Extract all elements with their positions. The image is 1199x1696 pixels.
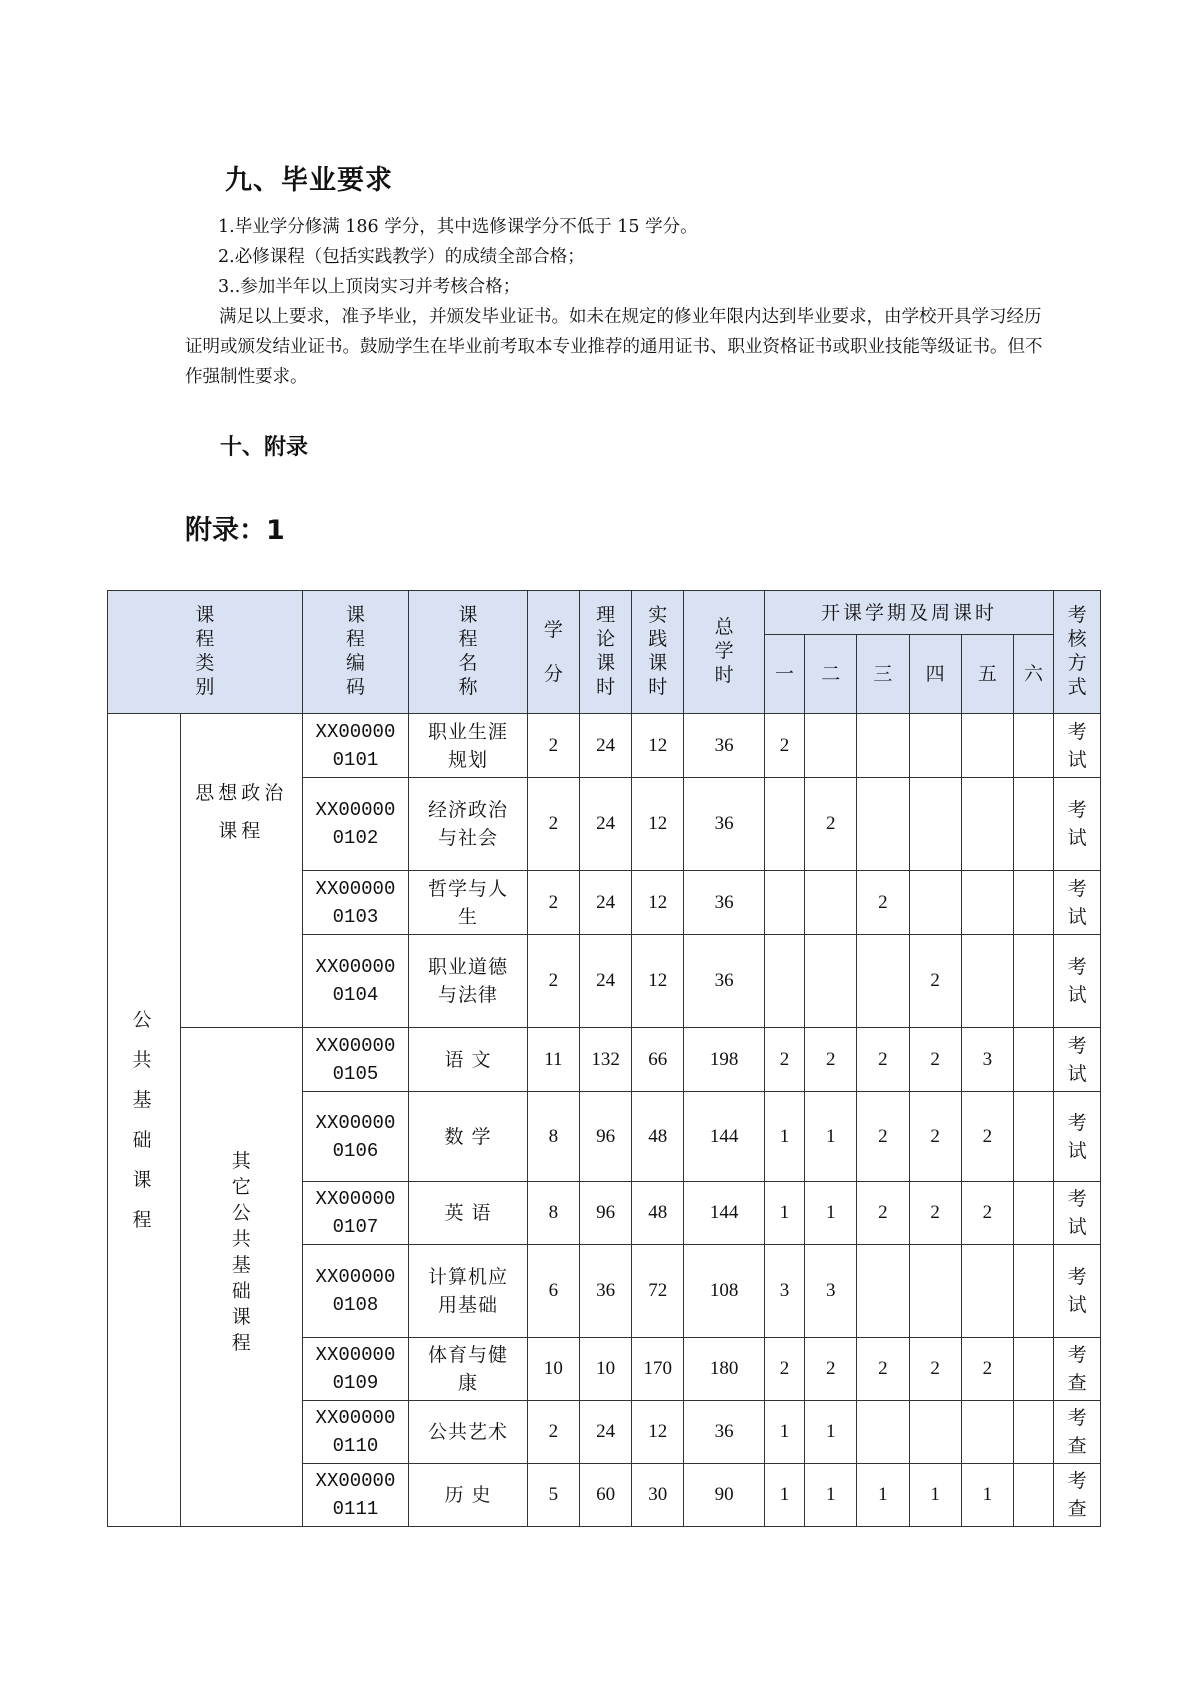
semester-hours-3	[857, 714, 909, 778]
course-name: 公共艺术	[409, 1401, 528, 1464]
semester-hours-4: 2	[909, 1028, 961, 1092]
header-semester-5: 五	[961, 635, 1013, 714]
semester-hours-2: 2	[805, 1028, 857, 1092]
course-name: 职业道德与法律	[409, 935, 528, 1028]
section-10-heading: 十、附录	[220, 435, 309, 460]
requirement-item-3: 3..参加半年以上顶岗实习并考核合格；	[218, 277, 521, 297]
semester-hours-3: 2	[857, 1092, 909, 1182]
semester-hours-6	[1013, 714, 1053, 778]
header-semester-1: 一	[764, 635, 804, 714]
requirement-item-1: 1.毕业学分修满 186 学分，其中选修课学分不低于 15 学分。	[218, 217, 698, 237]
course-total-hours: 180	[684, 1338, 764, 1401]
course-code: XX00000 0109	[302, 1338, 409, 1401]
course-credits: 8	[527, 1182, 579, 1245]
course-theory-hours: 10	[580, 1338, 632, 1401]
course-total-hours: 198	[684, 1028, 764, 1092]
course-total-hours: 36	[684, 714, 764, 778]
course-total-hours: 108	[684, 1245, 764, 1338]
header-name: 课程名称	[409, 591, 528, 714]
semester-hours-5: 3	[961, 1028, 1013, 1092]
semester-hours-5: 2	[961, 1338, 1013, 1401]
header-credits: 学分	[527, 591, 579, 714]
course-total-hours: 36	[684, 778, 764, 871]
course-total-hours: 36	[684, 935, 764, 1028]
course-practice-hours: 30	[632, 1464, 684, 1527]
course-code: XX00000 0101	[302, 714, 409, 778]
course-total-hours: 36	[684, 871, 764, 935]
semester-hours-6	[1013, 1464, 1053, 1527]
semester-hours-5	[961, 871, 1013, 935]
course-assessment: 考试	[1054, 1028, 1101, 1092]
course-total-hours: 36	[684, 1401, 764, 1464]
header-semester-4: 四	[909, 635, 961, 714]
course-practice-hours: 72	[632, 1245, 684, 1338]
semester-hours-1: 1	[764, 1464, 804, 1527]
course-row	[108, 1028, 1101, 1092]
course-assessment: 考试	[1054, 935, 1101, 1028]
semester-hours-6	[1013, 1245, 1053, 1338]
course-assessment: 考查	[1054, 1338, 1101, 1401]
course-credits: 2	[527, 935, 579, 1028]
course-theory-hours: 24	[580, 1401, 632, 1464]
semester-hours-1	[764, 778, 804, 871]
semester-hours-4: 1	[909, 1464, 961, 1527]
semester-hours-1: 1	[764, 1182, 804, 1245]
semester-hours-4	[909, 714, 961, 778]
semester-hours-6	[1013, 935, 1053, 1028]
course-assessment: 考查	[1054, 1464, 1101, 1527]
category-main-cell: 公共基础课程	[108, 714, 181, 1527]
course-theory-hours: 60	[580, 1464, 632, 1527]
semester-hours-2	[805, 714, 857, 778]
requirement-item-2: 2.必修课程（包括实践教学）的成绩全部合格；	[218, 247, 585, 267]
course-code: XX00000 0102	[302, 778, 409, 871]
semester-hours-3	[857, 1245, 909, 1338]
semester-hours-2: 1	[805, 1182, 857, 1245]
semester-hours-4	[909, 778, 961, 871]
course-practice-hours: 12	[632, 871, 684, 935]
course-assessment: 考试	[1054, 871, 1101, 935]
course-assessment: 考试	[1054, 1245, 1101, 1338]
course-row	[108, 714, 1101, 778]
course-practice-hours: 48	[632, 1182, 684, 1245]
semester-hours-3	[857, 1401, 909, 1464]
course-name: 数 学	[409, 1092, 528, 1182]
course-theory-hours: 24	[580, 935, 632, 1028]
course-assessment: 考试	[1054, 1182, 1101, 1245]
course-credits: 8	[527, 1092, 579, 1182]
semester-hours-6	[1013, 778, 1053, 871]
semester-hours-4	[909, 1245, 961, 1338]
semester-hours-6	[1013, 1028, 1053, 1092]
course-credits: 6	[527, 1245, 579, 1338]
header-total-hours: 总学时	[684, 591, 764, 714]
semester-hours-5: 2	[961, 1182, 1013, 1245]
semester-hours-5	[961, 1245, 1013, 1338]
course-practice-hours: 48	[632, 1092, 684, 1182]
semester-hours-1	[764, 935, 804, 1028]
semester-hours-3: 2	[857, 1182, 909, 1245]
header-schedule: 开课学期及周课时	[764, 591, 1053, 635]
semester-hours-6	[1013, 1182, 1053, 1245]
semester-hours-2: 2	[805, 778, 857, 871]
course-code: XX00000 0104	[302, 935, 409, 1028]
semester-hours-3: 2	[857, 871, 909, 935]
group-cell-ideology: 思想政治课程	[180, 714, 302, 1028]
course-credits: 5	[527, 1464, 579, 1527]
course-credits: 11	[527, 1028, 579, 1092]
course-name: 历 史	[409, 1464, 528, 1527]
semester-hours-1: 2	[764, 1338, 804, 1401]
semester-hours-5	[961, 935, 1013, 1028]
header-theory-hours: 理论课时	[580, 591, 632, 714]
course-code: XX00000 0108	[302, 1245, 409, 1338]
semester-hours-5: 2	[961, 1092, 1013, 1182]
semester-hours-6	[1013, 871, 1053, 935]
course-assessment: 考试	[1054, 714, 1101, 778]
semester-hours-5	[961, 714, 1013, 778]
semester-hours-6	[1013, 1401, 1053, 1464]
semester-hours-4: 2	[909, 1092, 961, 1182]
course-theory-hours: 24	[580, 871, 632, 935]
semester-hours-1: 1	[764, 1401, 804, 1464]
semester-hours-6	[1013, 1338, 1053, 1401]
semester-hours-4	[909, 871, 961, 935]
course-practice-hours: 12	[632, 714, 684, 778]
course-practice-hours: 170	[632, 1338, 684, 1401]
course-name: 体育与健康	[409, 1338, 528, 1401]
semester-hours-1: 2	[764, 1028, 804, 1092]
semester-hours-2: 1	[805, 1464, 857, 1527]
section-9-heading: 九、毕业要求	[225, 165, 393, 196]
course-credits: 2	[527, 1401, 579, 1464]
semester-hours-3	[857, 935, 909, 1028]
semester-hours-5: 1	[961, 1464, 1013, 1527]
semester-hours-3: 1	[857, 1464, 909, 1527]
course-name: 职业生涯规划	[409, 714, 528, 778]
course-practice-hours: 12	[632, 778, 684, 871]
course-practice-hours: 12	[632, 935, 684, 1028]
semester-hours-4	[909, 1401, 961, 1464]
semester-hours-6	[1013, 1092, 1053, 1182]
semester-hours-2	[805, 935, 857, 1028]
semester-hours-1: 1	[764, 1092, 804, 1182]
header-semester-6: 六	[1013, 635, 1053, 714]
course-theory-hours: 96	[580, 1092, 632, 1182]
semester-hours-4: 2	[909, 1338, 961, 1401]
header-semester-2: 二	[805, 635, 857, 714]
course-code: XX00000 0107	[302, 1182, 409, 1245]
course-code: XX00000 0103	[302, 871, 409, 935]
semester-hours-3: 2	[857, 1338, 909, 1401]
course-practice-hours: 66	[632, 1028, 684, 1092]
course-practice-hours: 12	[632, 1401, 684, 1464]
course-theory-hours: 132	[580, 1028, 632, 1092]
semester-hours-2: 3	[805, 1245, 857, 1338]
course-theory-hours: 24	[580, 714, 632, 778]
course-credits: 2	[527, 778, 579, 871]
group-cell-other: 其它公共基础课程	[180, 1028, 302, 1527]
semester-hours-3: 2	[857, 1028, 909, 1092]
semester-hours-2: 1	[805, 1092, 857, 1182]
course-name: 经济政治与社会	[409, 778, 528, 871]
course-code: XX00000 0105	[302, 1028, 409, 1092]
header-code: 课程编码	[302, 591, 409, 714]
header-practice-hours: 实践课时	[632, 591, 684, 714]
course-theory-hours: 24	[580, 778, 632, 871]
appendix-heading: 附录：1	[185, 515, 285, 546]
semester-hours-1	[764, 871, 804, 935]
course-total-hours: 144	[684, 1092, 764, 1182]
course-name: 计算机应用基础	[409, 1245, 528, 1338]
course-total-hours: 144	[684, 1182, 764, 1245]
course-credits: 2	[527, 871, 579, 935]
course-theory-hours: 36	[580, 1245, 632, 1338]
semester-hours-1: 3	[764, 1245, 804, 1338]
semester-hours-4: 2	[909, 1182, 961, 1245]
course-name: 语 文	[409, 1028, 528, 1092]
course-assessment: 考试	[1054, 778, 1101, 871]
course-name: 英 语	[409, 1182, 528, 1245]
semester-hours-2	[805, 871, 857, 935]
course-theory-hours: 96	[580, 1182, 632, 1245]
course-plan-table	[107, 590, 1101, 1527]
semester-hours-5	[961, 778, 1013, 871]
semester-hours-1: 2	[764, 714, 804, 778]
course-code: XX00000 0110	[302, 1401, 409, 1464]
requirement-paragraph: 满足以上要求，准予毕业，并颁发毕业证书。如未在规定的修业年限内达到毕业要求，由学校开具学习经历证明或颁发结业证书。鼓励学生在毕业前考取本专业推荐的通用证书、职业资格证书或职业技能等级证书。但不作强制性要求。	[185, 307, 1043, 387]
header-category: 课程类别	[108, 591, 303, 714]
semester-hours-4: 2	[909, 935, 961, 1028]
semester-hours-2: 2	[805, 1338, 857, 1401]
course-assessment: 考试	[1054, 1092, 1101, 1182]
header-semester-3: 三	[857, 635, 909, 714]
semester-hours-2: 1	[805, 1401, 857, 1464]
course-credits: 2	[527, 714, 579, 778]
semester-hours-3	[857, 778, 909, 871]
course-code: XX00000 0111	[302, 1464, 409, 1527]
header-assessment: 考核方式	[1054, 591, 1101, 714]
course-total-hours: 90	[684, 1464, 764, 1527]
course-name: 哲学与人生	[409, 871, 528, 935]
course-code: XX00000 0106	[302, 1092, 409, 1182]
course-assessment: 考查	[1054, 1401, 1101, 1464]
course-credits: 10	[527, 1338, 579, 1401]
semester-hours-5	[961, 1401, 1013, 1464]
